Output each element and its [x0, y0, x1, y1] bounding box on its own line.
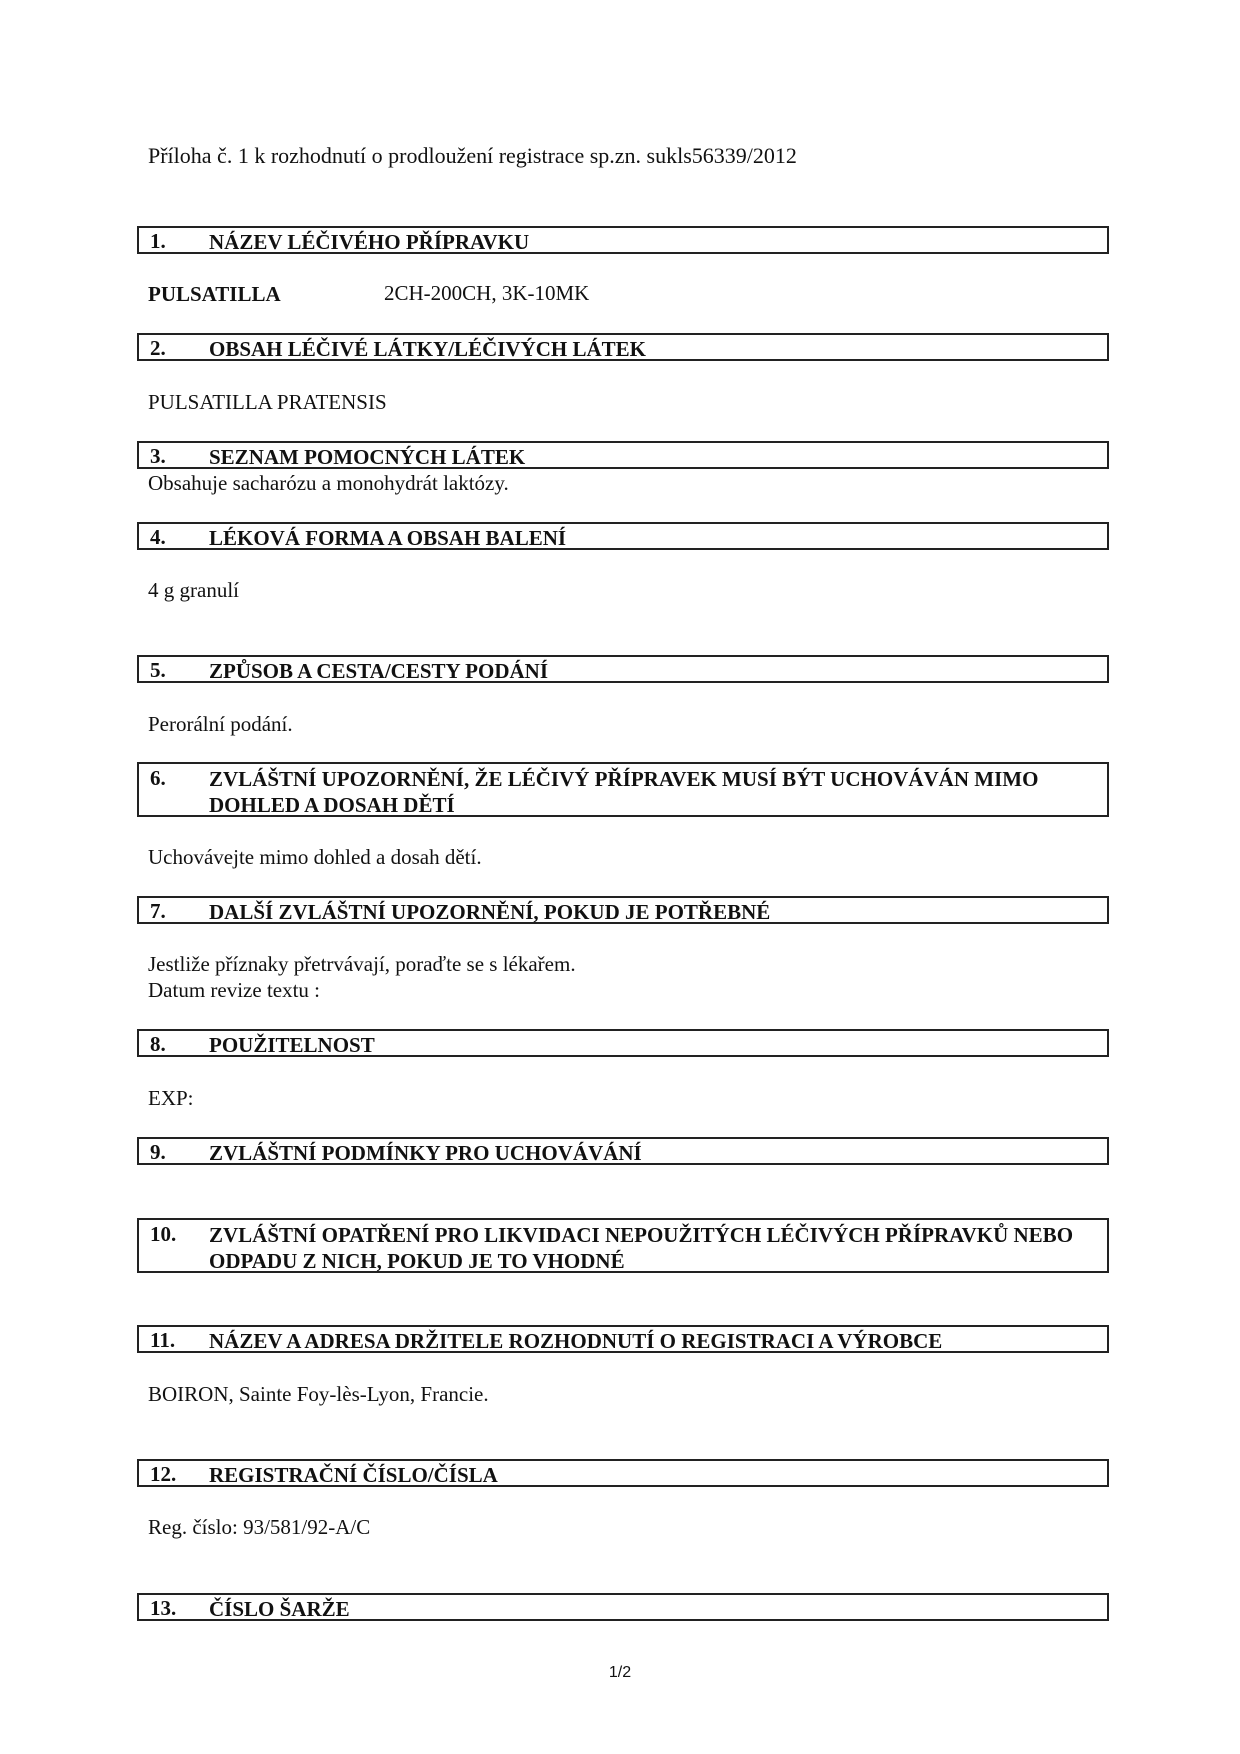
section-title: ZVLÁŠTNÍ UPOZORNĚNÍ, ŽE LÉČIVÝ PŘÍPRAVEK MUSÍ BÝT UCHOVÁVÁN MIMO DOHLED A DOSAH DĚTÍ: [209, 767, 1039, 817]
section-title: DALŠÍ ZVLÁŠTNÍ UPOZORNĚNÍ, POKUD JE POTŘEBNÉ: [209, 900, 771, 924]
section-5-heading: [137, 655, 1109, 683]
section-title: ČÍSLO ŠARŽE: [209, 1597, 350, 1621]
active-substance: PULSATILLA PRATENSIS: [148, 390, 387, 414]
expiry-text: EXP:: [148, 1086, 194, 1110]
section-title: NÁZEV LÉČIVÉHO PŘÍPRAVKU: [209, 230, 530, 254]
product-strengths: 2CH-200CH, 3K-10MK: [384, 281, 590, 305]
other-warning-text: Jestliže příznaky přetrvávají, poraďte se s lékařem.: [148, 952, 576, 976]
section-title: SEZNAM POMOCNÝCH LÁTEK: [209, 445, 526, 469]
section-2-heading: [137, 333, 1109, 361]
section-number: 4.: [150, 525, 166, 549]
section-number: 8.: [150, 1032, 166, 1056]
section-3-heading: [137, 441, 1109, 469]
section-number: 5.: [150, 658, 166, 682]
route-text: Perorální podání.: [148, 712, 293, 736]
section-number: 10.: [150, 1222, 177, 1246]
section-title: OBSAH LÉČIVÉ LÁTKY/LÉČIVÝCH LÁTEK: [209, 337, 647, 361]
section-title: POUŽITELNOST: [209, 1033, 375, 1057]
section-title: NÁZEV A ADRESA DRŽITELE ROZHODNUTÍ O REGISTRACI A VÝROBCE: [209, 1329, 943, 1353]
section-7-heading: [137, 896, 1109, 924]
section-1-heading: [137, 226, 1109, 254]
product-name: PULSATILLA: [148, 282, 281, 306]
page-number: 1/2: [608, 1664, 632, 1681]
section-number: 9.: [150, 1140, 166, 1164]
page-header: Příloha č. 1 k rozhodnutí o prodloužení registrace sp.zn. sukls56339/2012: [148, 143, 797, 168]
section-6-heading: [137, 762, 1109, 817]
holder-text: BOIRON, Sainte Foy-lès-Lyon, Francie.: [148, 1382, 489, 1406]
section-number: 6.: [150, 766, 166, 790]
section-8-heading: [137, 1029, 1109, 1057]
children-warning-text: Uchovávejte mimo dohled a dosah dětí.: [148, 845, 482, 869]
section-number: 11.: [150, 1328, 176, 1352]
section-number: 3.: [150, 444, 166, 468]
section-number: 1.: [150, 229, 166, 253]
revision-date-text: Datum revize textu :: [148, 978, 321, 1002]
reg-number-text: Reg. číslo: 93/581/92-A/C: [148, 1515, 371, 1539]
section-title: ZPŮSOB A CESTA/CESTY PODÁNÍ: [209, 659, 548, 683]
section-number: 13.: [150, 1596, 177, 1620]
section-title: LÉKOVÁ FORMA A OBSAH BALENÍ: [209, 526, 567, 550]
pharmaceutical-form-text: 4 g granulí: [148, 578, 239, 602]
section-number: 12.: [150, 1462, 177, 1486]
section-title: ZVLÁŠTNÍ OPATŘENÍ PRO LIKVIDACI NEPOUŽITÝCH LÉČIVÝCH PŘÍPRAVKŮ NEBO ODPADU Z NICH, POKUD JE TO VHODNÉ: [209, 1223, 1074, 1273]
section-title: ZVLÁŠTNÍ PODMÍNKY PRO UCHOVÁVÁNÍ: [209, 1141, 642, 1165]
section-title: REGISTRAČNÍ ČÍSLO/ČÍSLA: [209, 1463, 498, 1487]
section-10-heading: [137, 1218, 1109, 1273]
section-number: 2.: [150, 336, 166, 360]
section-9-heading: [137, 1137, 1109, 1165]
excipients-text: Obsahuje sacharózu a monohydrát laktózy.: [148, 471, 509, 495]
section-12-heading: [137, 1459, 1109, 1487]
section-11-heading: [137, 1325, 1109, 1353]
section-13-heading: [137, 1593, 1109, 1621]
section-number: 7.: [150, 899, 166, 923]
section-4-heading: [137, 522, 1109, 550]
